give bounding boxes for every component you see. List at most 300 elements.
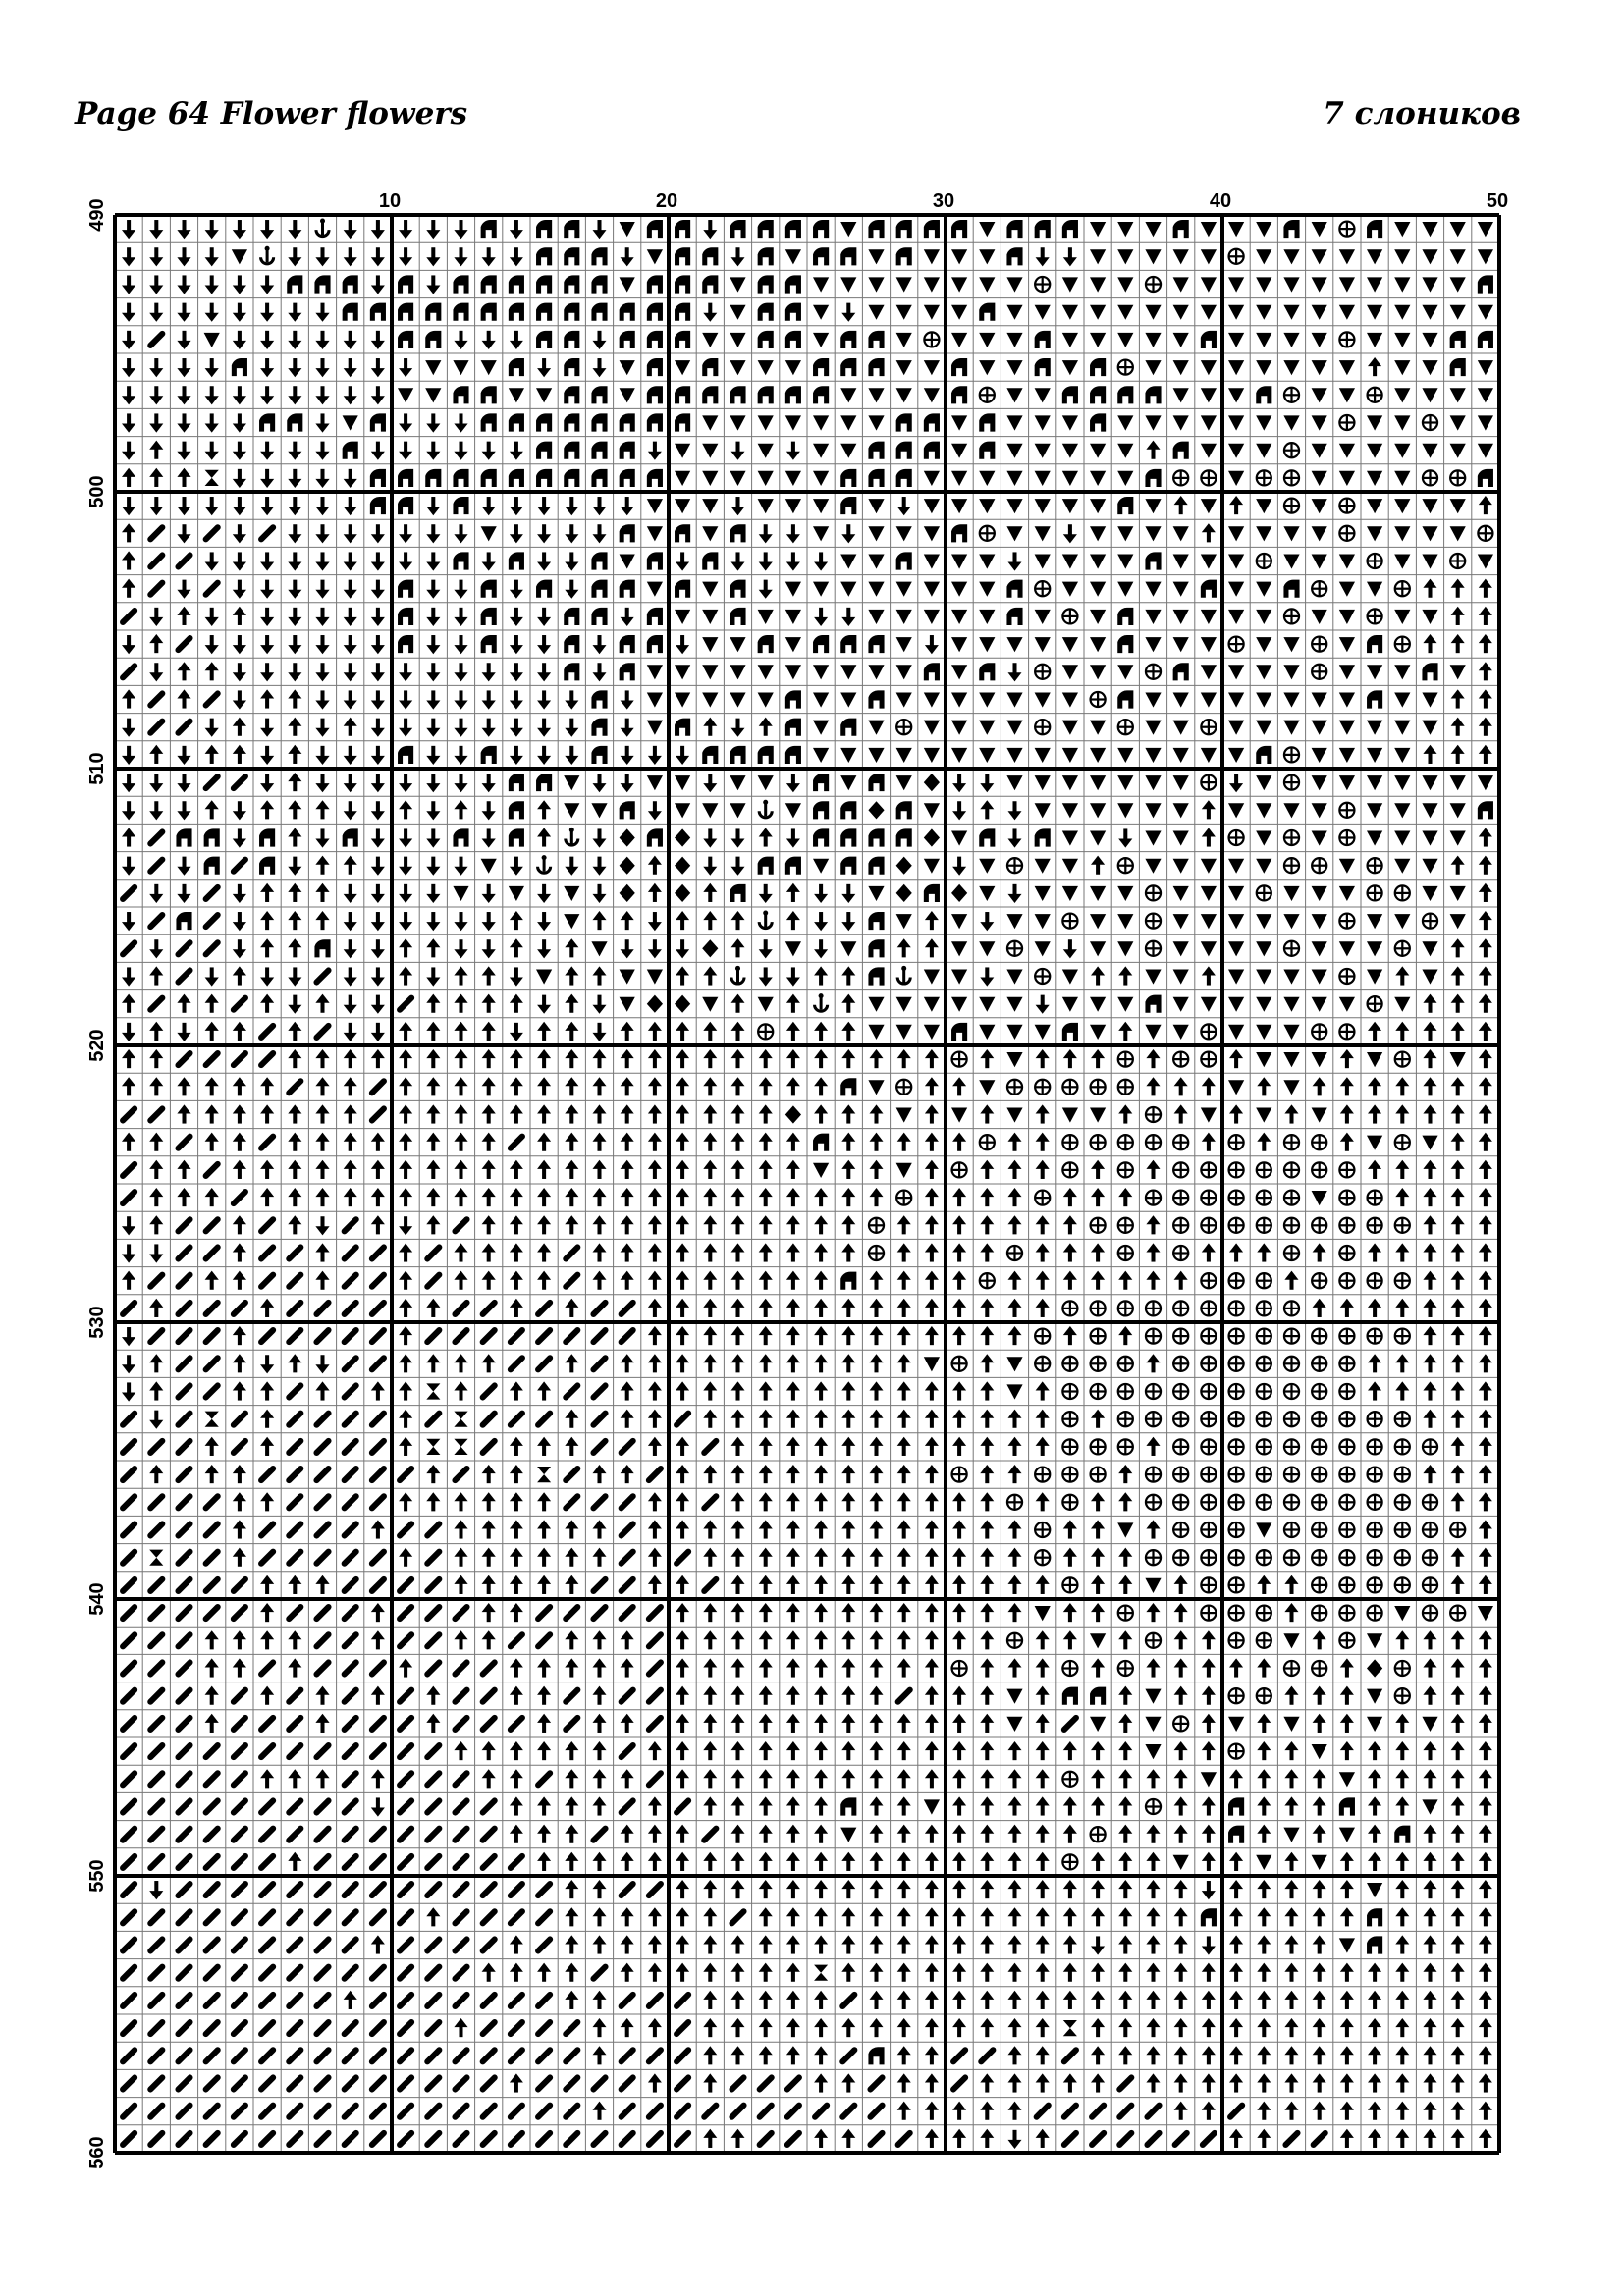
stitch-circle-plus [1257, 1218, 1271, 1233]
stitch-circle-plus [1201, 1384, 1216, 1399]
stitch-circle-plus [1062, 1357, 1077, 1371]
stitch-circle-plus [1257, 1550, 1271, 1565]
stitch-circle-plus [1173, 1439, 1188, 1454]
stitch-circle-plus [1312, 637, 1326, 652]
stitch-circle-plus [1062, 1772, 1077, 1787]
stitch-circle-plus [1201, 1191, 1216, 1205]
row-label: 500 [86, 475, 108, 508]
stitch-circle-plus [1312, 1495, 1326, 1510]
column-label: 50 [1486, 190, 1509, 212]
stitch-circle-plus [1312, 1439, 1326, 1454]
stitch-circle-plus [1118, 858, 1133, 873]
stitch-circle-plus [1257, 1495, 1271, 1510]
stitch-circle-plus [1062, 1412, 1077, 1426]
stitch-circle-plus [1201, 1273, 1216, 1288]
stitch-circle-plus [1312, 1577, 1326, 1592]
stitch-circle-plus [1035, 1550, 1050, 1565]
stitch-circle-plus [1368, 388, 1382, 402]
stitch-circle-plus [1173, 1522, 1188, 1537]
stitch-circle-plus [1339, 1024, 1354, 1039]
stitch-circle-plus [1284, 1550, 1299, 1565]
stitch-circle-plus [1395, 581, 1410, 596]
stitch-circle-plus [1312, 1606, 1326, 1621]
stitch-circle-plus [1118, 1080, 1133, 1095]
stitch-circle-plus [1284, 1246, 1299, 1260]
stitch-circle-plus [1229, 637, 1244, 652]
column-label: 40 [1209, 190, 1232, 212]
stitch-circle-plus [1007, 1080, 1022, 1095]
stitch-circle-plus [1423, 1439, 1437, 1454]
stitch-circle-plus [1201, 720, 1216, 734]
stitch-circle-plus [1229, 1218, 1244, 1233]
stitch-circle-plus [1284, 1495, 1299, 1510]
stitch-circle-plus [1062, 1135, 1077, 1149]
stitch-circle-plus [1339, 914, 1354, 929]
stitch-circle-plus [1312, 1550, 1326, 1565]
stitch-circle-plus [1118, 1606, 1133, 1621]
stitch-circle-plus [1146, 1550, 1161, 1565]
stitch-circle-plus [1395, 637, 1410, 652]
stitch-circle-plus [1423, 1522, 1437, 1537]
stitch-circle-plus [1423, 415, 1437, 430]
stitch-circle-plus [924, 332, 939, 347]
stitch-circle-plus [1368, 1218, 1382, 1233]
stitch-circle-plus [1229, 1550, 1244, 1565]
stitch-circle-plus [1229, 1273, 1244, 1288]
stitch-circle-plus [1368, 1468, 1382, 1482]
stitch-circle-plus [1201, 1495, 1216, 1510]
stitch-circle-plus [1062, 1495, 1077, 1510]
stitch-circle-plus [1146, 1107, 1161, 1122]
stitch-circle-plus [952, 1052, 967, 1067]
stitch-circle-plus [1118, 1052, 1133, 1067]
stitch-circle-plus [1312, 1218, 1326, 1233]
stitch-circle-plus [1368, 554, 1382, 568]
stitch-circle-plus [980, 388, 995, 402]
stitch-circle-plus [1339, 1384, 1354, 1399]
stitch-circle-plus [1201, 1577, 1216, 1592]
stitch-circle-plus [952, 1357, 967, 1371]
stitch-circle-plus [1118, 1439, 1133, 1454]
stitch-circle-plus [1312, 1162, 1326, 1177]
stitch-circle-plus [1035, 277, 1050, 292]
stitch-circle-plus [1173, 1412, 1188, 1426]
stitch-circle-plus [1062, 1162, 1077, 1177]
stitch-circle-plus [1339, 1191, 1354, 1205]
stitch-circle-plus [1284, 1468, 1299, 1482]
stitch-circle-plus [1312, 1468, 1326, 1482]
stitch-circle-plus [1339, 1577, 1354, 1592]
stitch-circle-plus [1091, 1468, 1106, 1482]
stitch-circle-plus [1368, 1439, 1382, 1454]
stitch-circle-plus [1229, 1329, 1244, 1344]
stitch-circle-plus [1229, 1688, 1244, 1703]
stitch-circle-plus [1423, 1495, 1437, 1510]
stitch-circle-plus [1284, 443, 1299, 457]
stitch-circle-plus [1035, 1522, 1050, 1537]
stitch-circle-plus [1091, 1301, 1106, 1315]
stitch-circle-plus [1284, 1135, 1299, 1149]
stitch-circle-plus [1339, 1522, 1354, 1537]
stitch-circle-plus [1339, 1439, 1354, 1454]
stitch-circle-plus [1284, 1218, 1299, 1233]
stitch-circle-plus [1339, 803, 1354, 818]
row-label: 530 [86, 1306, 108, 1339]
stitch-circle-plus [1257, 1606, 1271, 1621]
stitch-circle-plus [1062, 1468, 1077, 1482]
stitch-circle-plus [1395, 1273, 1410, 1288]
stitch-circle-plus [1395, 1468, 1410, 1482]
stitch-circle-plus [952, 1468, 967, 1482]
stitch-circle-plus [1395, 1412, 1410, 1426]
stitch-circle-plus [1284, 1301, 1299, 1315]
stitch-circle-plus [1062, 1384, 1077, 1399]
stitch-circle-plus [896, 720, 911, 734]
stitch-circle-plus [1173, 1468, 1188, 1482]
stitch-circle-plus [1284, 775, 1299, 790]
stitch-circle-plus [1146, 1301, 1161, 1315]
stitch-circle-plus [1339, 1218, 1354, 1233]
stitch-circle-plus [1450, 554, 1465, 568]
stitch-circle-plus [1229, 1744, 1244, 1759]
stitch-circle-plus [1146, 277, 1161, 292]
stitch-circle-plus [1173, 1162, 1188, 1177]
stitch-circle-plus [1395, 1661, 1410, 1676]
stitch-circle-plus [1368, 1329, 1382, 1344]
stitch-circle-plus [1229, 830, 1244, 845]
stitch-circle-plus [1173, 1495, 1188, 1510]
stitch-circle-plus [1450, 470, 1465, 485]
stitch-circle-plus [1146, 885, 1161, 900]
stitch-circle-plus [1339, 415, 1354, 430]
stitch-circle-plus [1035, 1329, 1050, 1344]
stitch-circle-plus [1284, 1522, 1299, 1537]
stitch-circle-plus [1368, 1273, 1382, 1288]
stitch-circle-plus [1339, 222, 1354, 237]
stitch-circle-plus [1478, 526, 1492, 541]
stitch-circle-plus [1091, 692, 1106, 707]
row-label: 490 [86, 198, 108, 232]
stitch-circle-plus [1284, 1439, 1299, 1454]
stitch-circle-plus [1118, 1162, 1133, 1177]
stitch-circle-plus [1257, 1329, 1271, 1344]
stitch-circle-plus [1284, 941, 1299, 956]
stitch-circle-plus [1118, 1246, 1133, 1260]
stitch-circle-plus [1257, 1301, 1271, 1315]
stitch-circle-plus [1423, 470, 1437, 485]
stitch-circle-plus [1339, 1633, 1354, 1648]
stitch-circle-plus [1257, 1633, 1271, 1648]
stitch-circle-plus [1007, 1246, 1022, 1260]
stitch-circle-plus [1257, 885, 1271, 900]
stitch-circle-plus [1229, 1357, 1244, 1371]
stitch-circle-plus [1146, 1135, 1161, 1149]
stitch-circle-plus [1312, 858, 1326, 873]
stitch-circle-plus [1201, 1329, 1216, 1344]
stitch-circle-plus [1257, 470, 1271, 485]
stitch-circle-plus [1395, 1495, 1410, 1510]
stitch-circle-plus [1035, 969, 1050, 984]
stitch-circle-plus [1173, 1357, 1188, 1371]
stitch-circle-plus [1284, 499, 1299, 513]
stitch-circle-plus [1284, 858, 1299, 873]
stitch-circle-plus [1007, 858, 1022, 873]
stitch-circle-plus [1284, 1162, 1299, 1177]
stitch-circle-plus [1312, 1329, 1326, 1344]
row-label: 510 [86, 752, 108, 785]
stitch-circle-plus [1173, 1191, 1188, 1205]
stitch-circle-plus [1284, 830, 1299, 845]
stitch-circle-plus [1312, 665, 1326, 679]
stitch-circle-plus [1173, 470, 1188, 485]
stitch-circle-plus [1395, 1577, 1410, 1592]
stitch-circle-plus [1118, 1661, 1133, 1676]
stitch-circle-plus [1118, 720, 1133, 734]
stitch-circle-plus [1091, 1827, 1106, 1842]
stitch-circle-plus [1312, 1024, 1326, 1039]
stitch-circle-plus [1007, 1633, 1022, 1648]
stitch-circle-plus [1035, 581, 1050, 596]
stitch-circle-plus [1146, 1495, 1161, 1510]
stitch-circle-plus [1368, 885, 1382, 900]
stitch-circle-plus [1091, 1384, 1106, 1399]
stitch-circle-plus [1201, 1412, 1216, 1426]
stitch-circle-plus [1229, 249, 1244, 264]
stitch-circle-plus [1173, 1384, 1188, 1399]
stitch-circle-plus [1091, 1080, 1106, 1095]
stitch-circle-plus [1257, 554, 1271, 568]
stitch-circle-plus [1062, 1080, 1077, 1095]
stitch-circle-plus [1146, 1799, 1161, 1814]
stitch-circle-plus [1284, 1191, 1299, 1205]
stitch-circle-plus [1062, 1661, 1077, 1676]
stitch-circle-plus [1395, 1550, 1410, 1565]
stitch-circle-plus [1284, 388, 1299, 402]
stitch-circle-plus [1339, 526, 1354, 541]
stitch-circle-plus [1201, 1522, 1216, 1537]
stitch-circle-plus [1395, 941, 1410, 956]
stitch-circle-plus [1368, 858, 1382, 873]
stitch-circle-plus [1257, 1273, 1271, 1288]
stitch-circle-plus [758, 1024, 773, 1039]
stitch-circle-plus [1284, 470, 1299, 485]
stitch-circle-plus [1062, 1301, 1077, 1315]
stitch-circle-plus [1201, 1439, 1216, 1454]
stitch-circle-plus [1368, 1606, 1382, 1621]
stitch-circle-plus [1035, 1468, 1050, 1482]
stitch-circle-plus [1257, 1439, 1271, 1454]
stitch-circle-plus [1173, 1052, 1188, 1067]
stitch-circle-plus [1395, 1522, 1410, 1537]
stitch-circle-plus [1035, 720, 1050, 734]
stitch-circle-plus [1201, 1550, 1216, 1565]
stitch-circle-plus [1395, 1218, 1410, 1233]
stitch-circle-plus [1035, 1191, 1050, 1205]
stitch-circle-plus [1368, 609, 1382, 623]
stitch-circle-plus [1257, 1412, 1271, 1426]
stitch-circle-plus [1201, 1052, 1216, 1067]
row-label: 560 [86, 2136, 108, 2169]
stitch-circle-plus [1201, 1301, 1216, 1315]
stitch-circle-plus [1173, 1135, 1188, 1149]
stitch-circle-plus [1423, 1606, 1437, 1621]
stitch-circle-plus [1423, 1577, 1437, 1592]
stitch-circle-plus [1368, 1495, 1382, 1510]
stitch-circle-plus [1118, 1218, 1133, 1233]
stitch-circle-plus [1312, 1357, 1326, 1371]
stitch-circle-plus [1229, 1606, 1244, 1621]
stitch-circle-plus [1423, 1550, 1437, 1565]
stitch-circle-plus [1091, 1329, 1106, 1344]
stitch-circle-plus [1173, 1301, 1188, 1315]
stitch-circle-plus [1118, 1135, 1133, 1149]
stitch-circle-plus [1146, 1384, 1161, 1399]
stitch-circle-plus [1091, 1357, 1106, 1371]
stitch-circle-plus [1312, 1135, 1326, 1149]
stitch-circle-plus [1062, 1854, 1077, 1869]
stitch-circle-plus [1395, 885, 1410, 900]
stitch-circle-plus [1312, 1522, 1326, 1537]
stitch-circle-plus [1173, 1329, 1188, 1344]
stitch-circle-plus [1201, 1357, 1216, 1371]
stitch-circle-plus [1339, 1495, 1354, 1510]
stitch-circle-plus [1284, 609, 1299, 623]
stitch-circle-plus [1368, 1191, 1382, 1205]
stitch-circle-plus [1035, 665, 1050, 679]
stitch-circle-plus [1339, 499, 1354, 513]
stitch-circle-plus [1339, 1412, 1354, 1426]
stitch-circle-plus [1173, 1218, 1188, 1233]
stitch-circle-plus [1091, 1439, 1106, 1454]
column-label: 20 [655, 190, 678, 212]
stitch-circle-plus [1201, 1024, 1216, 1039]
stitch-circle-plus [1368, 1412, 1382, 1426]
stitch-circle-plus [1201, 775, 1216, 790]
stitch-circle-plus [1257, 1468, 1271, 1482]
stitch-circle-plus [1284, 747, 1299, 762]
stitch-circle-plus [1229, 1412, 1244, 1426]
stitch-circle-plus [1284, 1329, 1299, 1344]
stitch-circle-plus [1395, 1439, 1410, 1454]
stitch-circle-plus [1118, 1357, 1133, 1371]
stitch-circle-plus [1201, 470, 1216, 485]
stitch-circle-plus [1312, 1661, 1326, 1676]
stitch-circle-plus [1312, 581, 1326, 596]
stitch-circle-plus [1146, 1329, 1161, 1344]
stitch-circle-plus [1229, 1468, 1244, 1482]
stitch-circle-plus [1229, 1522, 1244, 1537]
stitch-circle-plus [1395, 1052, 1410, 1067]
row-label: 550 [86, 1859, 108, 1893]
stitch-circle-plus [1339, 1357, 1354, 1371]
stitch-circle-plus [1173, 1716, 1188, 1731]
stitch-circle-plus [1146, 914, 1161, 929]
stitch-circle-plus [980, 526, 995, 541]
stitch-circle-plus [1146, 665, 1161, 679]
stitch-circle-plus [1118, 1301, 1133, 1315]
stitch-circle-plus [1257, 1162, 1271, 1177]
stitch-circle-plus [1339, 1273, 1354, 1288]
stitch-circle-plus [1035, 1080, 1050, 1095]
stitch-circle-plus [1146, 1412, 1161, 1426]
stitch-circle-plus [1062, 1439, 1077, 1454]
stitch-circle-plus [1395, 1329, 1410, 1344]
stitch-circle-plus [1035, 1357, 1050, 1371]
stitch-circle-plus [1450, 1522, 1465, 1537]
stitch-circle-plus [1007, 1495, 1022, 1510]
column-label: 10 [378, 190, 402, 212]
stitch-circle-plus [1091, 1218, 1106, 1233]
stitch-circle-plus [1229, 1191, 1244, 1205]
stitch-circle-plus [1339, 332, 1354, 347]
stitch-circle-plus [1284, 1384, 1299, 1399]
stitch-circle-plus [1368, 1550, 1382, 1565]
stitch-circle-plus [1118, 1384, 1133, 1399]
stitch-circle-plus [1257, 1191, 1271, 1205]
stitch-circle-plus [896, 1191, 911, 1205]
column-label: 30 [932, 190, 955, 212]
stitch-circle-plus [1118, 360, 1133, 375]
stitch-circle-plus [869, 1246, 884, 1260]
stitch-circle-plus [1201, 1468, 1216, 1482]
stitch-circle-plus [1339, 830, 1354, 845]
stitch-circle-plus [1007, 941, 1022, 956]
stitch-circle-plus [1284, 1357, 1299, 1371]
stitch-circle-plus [1229, 1633, 1244, 1648]
stitch-circle-plus [1339, 1468, 1354, 1482]
stitch-circle-plus [1146, 1191, 1161, 1205]
stitch-circle-plus [1312, 1384, 1326, 1399]
stitch-circle-plus [1284, 1661, 1299, 1676]
stitch-circle-plus [1368, 1522, 1382, 1537]
stitch-circle-plus [1339, 1162, 1354, 1177]
stitch-circle-plus [1257, 1688, 1271, 1703]
stitch-circle-plus [1173, 1550, 1188, 1565]
stitch-circle-plus [1201, 1162, 1216, 1177]
stitch-circle-plus [980, 1273, 995, 1288]
stitch-circle-plus [869, 1218, 884, 1233]
stitch-circle-plus [1229, 1162, 1244, 1177]
stitch-circle-plus [1312, 1273, 1326, 1288]
stitch-circle-plus [1284, 1412, 1299, 1426]
stitch-circle-plus [1339, 1329, 1354, 1344]
stitch-circle-plus [1423, 914, 1437, 929]
stitch-circle-plus [1339, 1550, 1354, 1565]
stitch-circle-plus [1368, 1577, 1382, 1592]
stitch-circle-plus [1146, 1633, 1161, 1648]
stitch-circle-plus [1201, 1606, 1216, 1621]
brand-name: 7 слоников [1323, 96, 1521, 132]
stitch-circle-plus [1201, 1218, 1216, 1233]
stitch-circle-plus [1146, 1468, 1161, 1482]
row-label: 540 [86, 1582, 108, 1616]
stitch-circle-plus [1062, 609, 1077, 623]
stitch-circle-plus [1229, 1135, 1244, 1149]
stitch-circle-plus [1173, 1246, 1188, 1260]
stitch-circle-plus [1339, 969, 1354, 984]
stitch-circle-plus [1312, 1412, 1326, 1426]
stitch-circle-plus [1395, 1688, 1410, 1703]
stitch-circle-plus [1118, 1412, 1133, 1426]
stitch-circle-plus [980, 1135, 995, 1149]
stitch-circle-plus [952, 1661, 967, 1676]
stitch-circle-plus [952, 1162, 967, 1177]
stitch-circle-plus [1229, 1577, 1244, 1592]
stitch-circle-plus [1146, 941, 1161, 956]
row-label: 520 [86, 1029, 108, 1062]
stitch-circle-plus [1062, 914, 1077, 929]
stitch-circle-plus [1450, 1606, 1465, 1621]
